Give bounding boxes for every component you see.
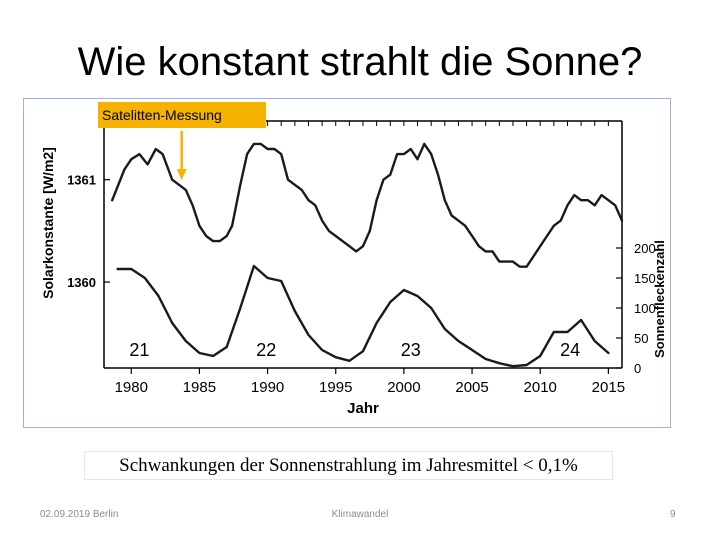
x-tick-label: 2000 <box>387 379 421 396</box>
chart-svg <box>24 99 671 428</box>
cycle-label: 23 <box>400 340 421 360</box>
x-tick-label: 2010 <box>523 379 557 396</box>
x-tick-label: 2015 <box>591 379 626 396</box>
y-left-tick-label: 1361 <box>67 172 96 188</box>
x-tick-label: 1985 <box>182 379 217 396</box>
satellite-callout: Satelitten-Messung <box>98 102 266 128</box>
cycle-label: 22 <box>256 340 277 360</box>
cycle-label: 21 <box>129 340 150 360</box>
solar-chart <box>23 98 671 428</box>
footer-date: 02.09.2019 Berlin <box>40 509 119 520</box>
y-right-tick-label: 200 <box>634 241 656 256</box>
x-tick-label: 1980 <box>114 379 148 396</box>
y-left-axis-label: Solarkonstante [W/m2] <box>40 147 56 299</box>
y-right-axis-label: Sonnenfleckenzahl <box>652 240 667 358</box>
footer-topic: Klimawandel <box>331 509 389 520</box>
y-right-tick-label: 100 <box>634 301 656 316</box>
sunspot-number-line <box>118 266 609 366</box>
solar-constant-line <box>112 144 622 267</box>
cycle-label: 24 <box>560 340 581 360</box>
slide-title: Wie konstant strahlt die Sonne? <box>77 40 643 84</box>
x-axis-label: Jahr <box>347 400 379 417</box>
x-tick-label: 1990 <box>250 379 285 396</box>
y-right-tick-label: 0 <box>634 361 642 376</box>
callout-arrow-head <box>177 169 187 180</box>
y-right-tick-label: 50 <box>634 331 649 346</box>
x-tick-label: 1995 <box>319 379 353 396</box>
y-right-tick-label: 150 <box>634 271 656 286</box>
x-tick-label: 2005 <box>455 379 489 396</box>
y-left-tick-label: 1360 <box>67 275 96 291</box>
footer-page-number: 9 <box>670 509 676 520</box>
caption: Schwankungen der Sonnenstrahlung im Jahresmittel < 0,1% <box>84 451 613 480</box>
